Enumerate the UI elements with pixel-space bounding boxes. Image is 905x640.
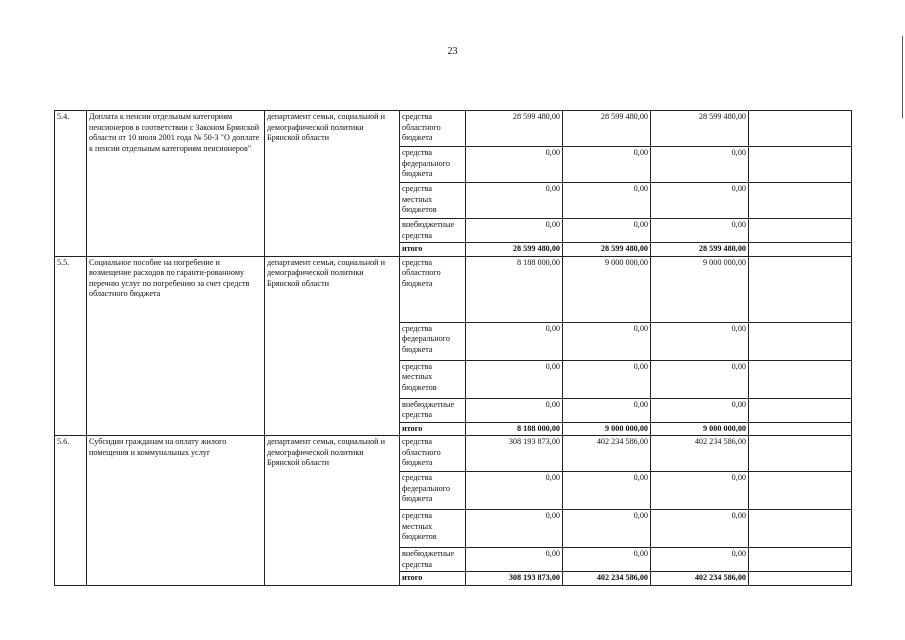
amount-year-1: 0,00 [466,510,563,548]
empty-cell [749,256,852,322]
amount-year-2: 0,00 [563,360,651,398]
amount-year-1: 8 188 000,00 [466,422,563,436]
amount-year-1: 308 193 873,00 [466,572,563,586]
item-number: 5.4. [55,111,87,257]
item-name: Доплата к пенсии отдельным категориям пенсионеров в соответствии с Законом Брянской области от 10 июля 2001 года № 50-З "О доплате к пенсии отдельным категориям пенсионеров" [87,111,265,257]
amount-year-1: 0,00 [466,322,563,360]
item-executor: департамент семьи, социальной и демографической политики Брянской области [265,436,400,586]
empty-cell [749,472,852,510]
source-federal: средства федерального бюджета [400,322,466,360]
amount-year-3: 0,00 [651,472,749,510]
source-local: средства местных бюджетов [400,183,466,219]
amount-year-2: 0,00 [563,548,651,572]
amount-year-2: 0,00 [563,472,651,510]
empty-cell [749,243,852,257]
source-local: средства местных бюджетов [400,510,466,548]
amount-year-1: 308 193 873,00 [466,436,563,472]
amount-year-1: 0,00 [466,548,563,572]
funding-row [55,256,852,322]
source-federal: средства федерального бюджета [400,472,466,510]
amount-year-3: 28 599 480,00 [651,243,749,257]
amount-year-2: 0,00 [563,183,651,219]
empty-cell [749,111,852,147]
amount-year-1: 0,00 [466,147,563,183]
amount-year-1: 0,00 [466,183,563,219]
amount-year-1: 0,00 [466,398,563,422]
amount-year-3: 402 234 586,00 [651,436,749,472]
empty-cell [749,360,852,398]
item-executor: департамент семьи, социальной и демографической политики Брянской области [265,256,400,436]
amount-year-2: 9 000 000,00 [563,422,651,436]
source-regional: средства областного бюджета [400,111,466,147]
amount-year-1: 0,00 [466,219,563,243]
empty-cell [749,510,852,548]
empty-cell [749,219,852,243]
amount-year-2: 402 234 586,00 [563,436,651,472]
amount-year-3: 0,00 [651,183,749,219]
amount-year-3: 0,00 [651,360,749,398]
amount-year-1: 0,00 [466,360,563,398]
source-extrabudget: внебюджетные средства [400,398,466,422]
amount-year-2: 0,00 [563,147,651,183]
amount-year-1: 8 188 000,00 [466,256,563,322]
amount-year-3: 0,00 [651,147,749,183]
amount-year-2: 28 599 480,00 [563,243,651,257]
item-number: 5.6. [55,436,87,586]
source-federal: средства федерального бюджета [400,147,466,183]
amount-year-3: 28 599 480,00 [651,111,749,147]
amount-year-2: 402 234 586,00 [563,572,651,586]
amount-year-3: 0,00 [651,510,749,548]
amount-year-2: 9 000 000,00 [563,256,651,322]
page-number: 23 [447,46,458,57]
amount-year-1: 28 599 480,00 [466,111,563,147]
amount-year-2: 0,00 [563,510,651,548]
amount-year-3: 0,00 [651,322,749,360]
item-executor: департамент семьи, социальной и демографической политики Брянской области [265,111,400,257]
table-body [55,111,852,586]
source-total: итого [400,422,466,436]
amount-year-3: 0,00 [651,398,749,422]
amount-year-3: 402 234 586,00 [651,572,749,586]
empty-cell [749,147,852,183]
amount-year-3: 9 000 000,00 [651,256,749,322]
empty-cell [749,183,852,219]
empty-cell [749,398,852,422]
source-regional: средства областного бюджета [400,436,466,472]
amount-year-3: 0,00 [651,219,749,243]
item-number: 5.5. [55,256,87,436]
amount-year-2: 0,00 [563,322,651,360]
source-extrabudget: внебюджетные средства [400,548,466,572]
funding-row [55,436,852,472]
empty-cell [749,436,852,472]
amount-year-1: 28 599 480,00 [466,243,563,257]
empty-cell [749,422,852,436]
item-name: Субсидии гражданам на оплату жилого помещения и коммунальных услуг [87,436,265,586]
amount-year-2: 0,00 [563,219,651,243]
amount-year-1: 0,00 [466,472,563,510]
empty-cell [749,322,852,360]
amount-year-3: 9 000 000,00 [651,422,749,436]
empty-cell [749,572,852,586]
page-edge-mark [902,36,903,118]
funding-table [54,110,852,586]
source-extrabudget: внебюджетные средства [400,219,466,243]
source-regional: средства областного бюджета [400,256,466,322]
source-total: итого [400,572,466,586]
source-local: средства местных бюджетов [400,360,466,398]
amount-year-2: 28 599 480,00 [563,111,651,147]
empty-cell [749,548,852,572]
amount-year-3: 0,00 [651,548,749,572]
item-name: Социальное пособие на погребение и возмещение расходов по гаранти-рованному перечню услуг по погребению за счет средств областного бюджета [87,256,265,436]
amount-year-2: 0,00 [563,398,651,422]
source-total: итого [400,243,466,257]
funding-row [55,111,852,147]
